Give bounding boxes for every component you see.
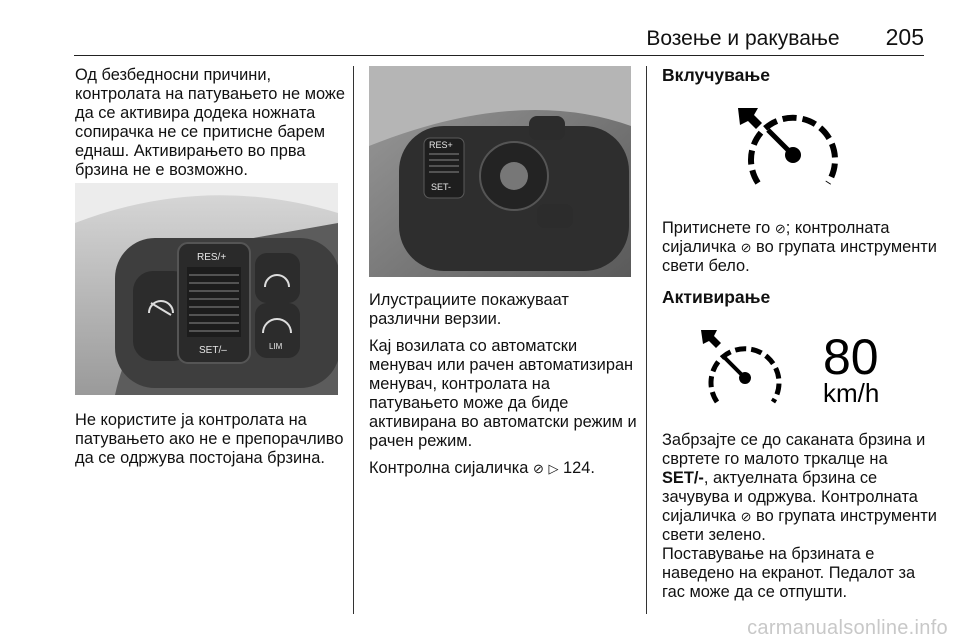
col3-p2-bold: SET/- bbox=[662, 469, 704, 487]
column-3-top bbox=[662, 66, 937, 85]
col2-paragraph-2: Кај возилата со автоматски менувач или рачен автоматизиран менувач, контролата на патувањето може да биде активирана во автоматски режим и рачен режим. bbox=[369, 337, 637, 450]
photo2-set-label: SET- bbox=[431, 182, 452, 192]
column-divider-1 bbox=[353, 66, 354, 614]
steering-controls-photo-1 bbox=[75, 183, 338, 395]
col1-paragraph-2: Не користите ја контролата на патувањето ако не е препорачливо да се одржува постојана брзина. bbox=[75, 411, 344, 467]
col2-p3-ref: 124. bbox=[563, 459, 595, 477]
steering-controls-photo-2 bbox=[369, 66, 631, 277]
photo2-res-label: RES+ bbox=[429, 140, 453, 150]
col2-paragraph-3 bbox=[369, 459, 639, 478]
col2-p3-text: Контролна сијаличка bbox=[369, 459, 529, 477]
cruise-lamp-icon: ⊘ bbox=[774, 221, 786, 236]
page-ref-icon: ▷ bbox=[548, 461, 559, 476]
col3-paragraph-1 bbox=[662, 219, 937, 276]
col3-p1-a: Притиснете го bbox=[662, 219, 771, 237]
cruise-lamp-icon: ⊘ bbox=[740, 240, 752, 255]
col3-paragraph-3: Поставување на брзината е наведено на екранот. Педалот за гас може да се отпушти. bbox=[662, 545, 916, 601]
speed-unit: km/h bbox=[823, 378, 880, 408]
col3-p2-a: Забрзајте се до саканата брзина и свртете го малото тркалце на bbox=[662, 431, 926, 468]
heading-activation: Активирање bbox=[662, 287, 771, 307]
col2-paragraph-1: Илустрациите покажуваат различни верзии. bbox=[369, 291, 569, 328]
heading-switching-on: Вклучување bbox=[662, 65, 770, 85]
col3-p2-b: , актуелната брзина се зачувува и одржува. Контролната сијаличка bbox=[662, 469, 918, 525]
header-rule bbox=[74, 55, 924, 56]
col3-paragraph-2 bbox=[662, 431, 937, 545]
speed-value: 80 bbox=[823, 329, 879, 385]
col3-p1-b: ; контролната сијаличка bbox=[662, 219, 890, 256]
header-title: Возење и ракување bbox=[646, 27, 840, 50]
cruise-lamp-icon: ⊘ bbox=[740, 509, 752, 524]
page-header bbox=[646, 24, 924, 51]
column-2 bbox=[369, 291, 639, 486]
cruise-lamp-icon: ⊘ bbox=[532, 461, 544, 476]
watermark: carmanualsonline.info bbox=[747, 617, 948, 639]
column-1 bbox=[75, 66, 347, 188]
photo1-res-label: RES/+ bbox=[197, 252, 227, 263]
column-1-bottom bbox=[75, 411, 350, 476]
col3-p2-c: во групата инструменти свети зелено. bbox=[662, 507, 937, 544]
column-3-mid bbox=[662, 219, 937, 307]
page-number: 205 bbox=[885, 24, 924, 50]
speed-display-graphic bbox=[695, 318, 927, 418]
column-divider-2 bbox=[646, 66, 647, 614]
photo1-lim-label: LIM bbox=[269, 342, 283, 351]
col3-p1-c: во групата инструменти свети бело. bbox=[662, 238, 937, 275]
column-3-bottom bbox=[662, 431, 937, 610]
col1-paragraph-1: Од безбедносни причини, контролата на патувањето не може да се активира додека ножната сопирачка не се притисне барем еднаш. Активирањето во прва брзина не е возможно. bbox=[75, 66, 345, 179]
photo1-set-label: SET/– bbox=[199, 345, 227, 356]
speedometer-symbol-white bbox=[728, 103, 858, 198]
